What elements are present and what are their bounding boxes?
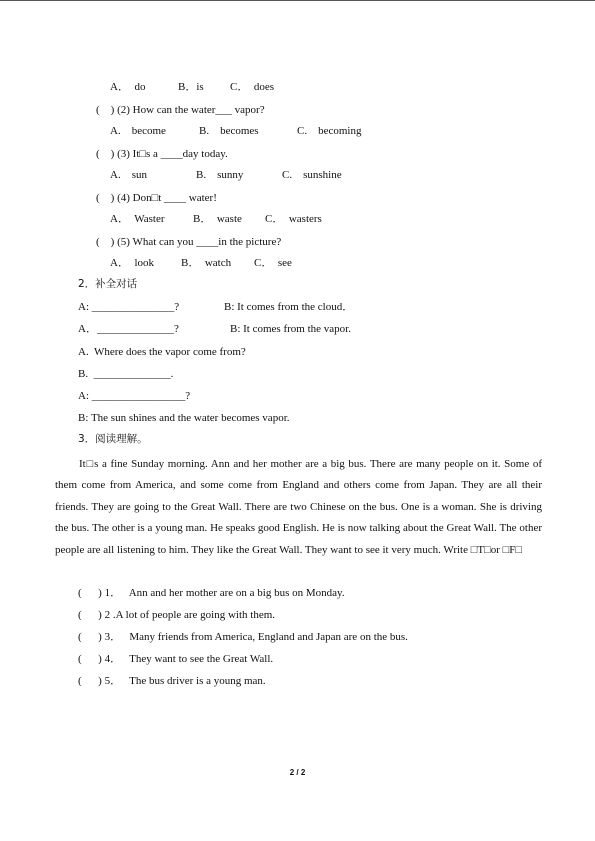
q3-option-b: B. sunny: [196, 169, 244, 181]
q4-option-b: B． waste: [193, 213, 242, 225]
q5-option-b: B． watch: [181, 257, 232, 269]
dialog-option-a: A. Where does the vapor come from?: [78, 346, 246, 358]
q2-option-c: C. becoming: [297, 125, 362, 137]
q5-option-a: A． look: [110, 257, 154, 269]
section2-heading: 2．补全对话: [78, 278, 138, 290]
dialog-line-a: A: _________________?: [78, 390, 191, 402]
q2-option-a: A. become: [110, 125, 166, 137]
q1-option-a: A． do: [110, 81, 146, 93]
dialog-line-2-right: B: It comes from the vapor.: [230, 323, 351, 335]
q4-stem: ( ) (4) Don□t ____ water!: [96, 192, 217, 204]
dialog-line-1-right: B: It comes from the cloud．: [224, 301, 354, 313]
section3-heading: 3．阅读理解。: [78, 433, 148, 445]
q2-stem: ( ) (2) How can the water___ vapor?: [96, 104, 265, 116]
q5-option-c: C． see: [254, 257, 292, 269]
q1-option-b: B．is: [178, 81, 204, 93]
dialog-line-b: B. ______________.: [78, 368, 174, 380]
tf-item-3: ( ) 3． Many friends from America, England and Japan are on the bus.: [78, 631, 408, 643]
q4-option-a: A． Waster: [110, 213, 165, 225]
tf-item-2: ( ) 2 .A lot of people are going with them.: [78, 609, 276, 621]
q3-option-c: C. sunshine: [282, 169, 342, 181]
q2-option-b: B. becomes: [199, 125, 259, 137]
tf-item-4: ( ) 4． They want to see the Great Wall.: [78, 653, 274, 665]
q5-stem: ( ) (5) What can you ____in the picture?: [96, 236, 282, 248]
q3-option-a: A. sun: [110, 169, 147, 181]
tf-item-5: ( ) 5． The bus driver is a young man.: [78, 675, 266, 687]
dialog-line-2-left: A．______________?: [78, 323, 179, 335]
q4-option-c: C． wasters: [265, 213, 322, 225]
dialog-line-final: B: The sun shines and the water becomes vapor.: [78, 412, 290, 424]
dialog-line-1-left: A: _______________?: [78, 301, 180, 313]
tf-item-1: ( ) 1． Ann and her mother are on a big bus on Monday.: [78, 587, 345, 599]
reading-passage: It□s a fine Sunday morning. Ann and her mother are a big bus. There are many people on it. Some of them come from America, and some come from England and others come from Japan. They are all their friends. They are going to the Great Wall. There are two Chinese on the bus. One is a woman. She is driving the bus. The other is a young man. He speaks good English. He is now talking about the Great Wall. The other people are all listening to him. They like the Great Wall. They want to see it very much. Write □T□or □F□: [55, 458, 542, 556]
page-number: 2 / 2: [289, 768, 306, 777]
q3-stem: ( ) (3) It□s a ____day today.: [96, 148, 228, 160]
page-top-border: [0, 0, 595, 1]
q1-option-c: C． does: [230, 81, 274, 93]
